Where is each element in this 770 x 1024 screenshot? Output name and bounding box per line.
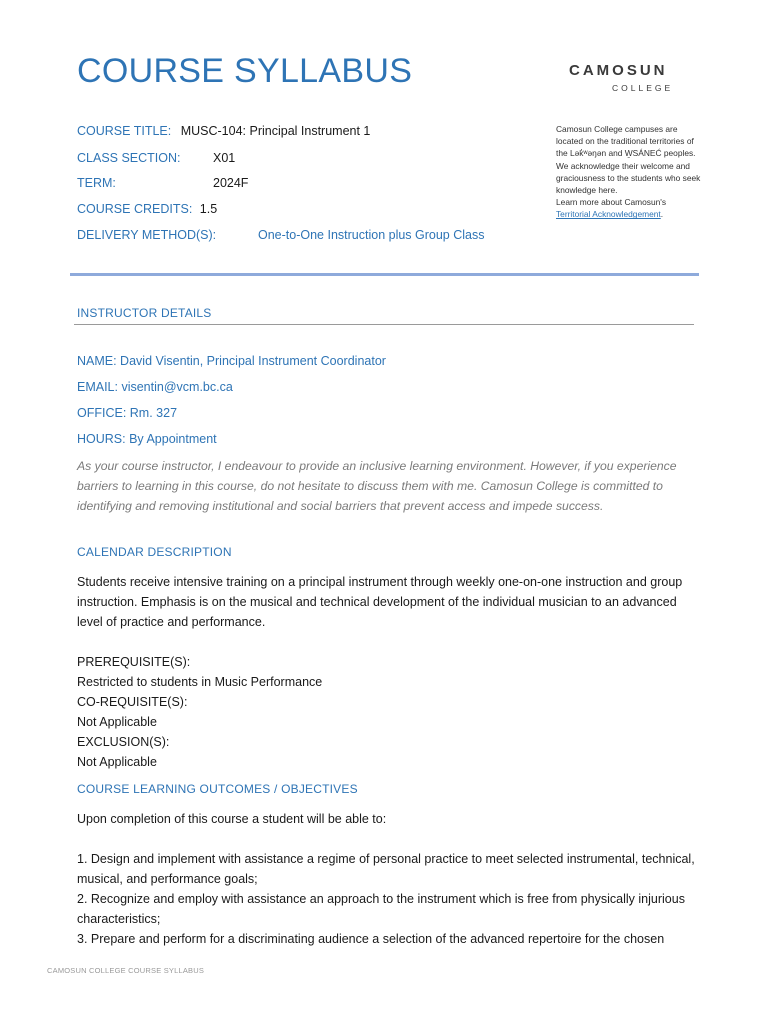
page-title: COURSE SYLLABUS [77,52,413,90]
credits-row [77,202,217,216]
ack-line: graciousness to the students who seek [556,172,701,183]
header-divider [70,273,699,276]
section-divider [74,324,694,325]
corequisite-label: CO-REQUISITE(S): [77,695,188,709]
delivery-label: DELIVERY METHOD(S): [77,228,217,242]
course-title-value: MUSC-104: Principal Instrument 1 [180,124,371,138]
logo-subtitle: COLLEGE [612,83,674,93]
instructor-name: NAME: David Visentin, Principal Instrument Coordinator [77,354,386,368]
ack-line: the Lək̓ʷəŋən and W̱SÁNEĆ peoples. [556,148,696,159]
exclusion-label: EXCLUSION(S): [77,735,170,749]
delivery-value: One-to-One Instruction plus Group Class [258,228,485,242]
prerequisite-value: Restricted to students in Music Performance [77,675,323,689]
logo-name: CAMOSUN [569,62,668,79]
class-section-label: CLASS SECTION: [77,151,181,165]
term-value: 2024F [213,176,249,190]
territorial-acknowledgement-link[interactable]: Territorial Acknowledgement [556,209,661,220]
outcomes-intro: Upon completion of this course a student will be able to: [77,812,387,826]
credits-label: COURSE CREDITS: [77,202,193,216]
ack-line: Camosun College campuses are [556,124,678,134]
credits-value: 1.5 [199,202,218,216]
territorial-acknowledgement: Camosun College campuses are located on the traditional territories of the Lək̓ʷəŋən and W̱SÁNEĆ peoples. We acknowledge their welcome and graciousness to the students who seek knowledge here. Learn more about Camosun's Territorial Acknowledgement. [556,123,716,221]
outcome-item: 1. Design and implement with assistance a regime of personal practice to meet selected instrumental, technical, musical, and performance goals; [77,852,695,886]
ack-line: We acknowledge their welcome and [556,160,690,171]
ack-line: located on the traditional territories of [556,136,694,147]
corequisite-value: Not Applicable [77,715,157,729]
course-title-row [77,124,370,138]
page-footer: CAMOSUN COLLEGE COURSE SYLLABUS [47,966,205,975]
calendar-description-text: Students receive intensive training on a principal instrument through weekly one-on-one instruction and group instruction. Emphasis is on the musical and technical development of the individual musician to an advanced level of practice and performance. [77,575,683,629]
prerequisite-label: PREREQUISITE(S): [77,655,191,669]
outcome-item: 3. Prepare and perform for a discriminating audience a selection of the advanced repertoire for the chosen [77,932,665,946]
inclusion-statement: As your course instructor, I endeavour to provide an inclusive learning environment. However, if you experience barriers to learning in this course, do not hesitate to discuss them with me. Camosun College is committed to identifying and removing institutional and social barriers that prevent access and impede success. [77,459,677,513]
course-title-label: COURSE TITLE: [77,124,172,138]
instructor-hours: HOURS: By Appointment [77,432,217,446]
ack-line: knowledge here. [556,185,618,196]
outcome-item: 2. Recognize and employ with assistance an approach to the instrument which is free from physically injurious characteristics; [77,892,685,926]
instructor-details-heading: INSTRUCTOR DETAILS [77,306,212,320]
learning-outcomes-heading: COURSE LEARNING OUTCOMES / OBJECTIVES [77,782,358,796]
instructor-office: OFFICE: Rm. 327 [77,406,178,420]
class-section-value: X01 [213,151,236,165]
term-label: TERM: [77,176,116,190]
instructor-email: EMAIL: visentin@vcm.bc.ca [77,380,233,394]
calendar-description-heading: CALENDAR DESCRIPTION [77,545,232,559]
exclusion-value: Not Applicable [77,755,157,769]
ack-line: Learn more about Camosun's [556,197,667,208]
